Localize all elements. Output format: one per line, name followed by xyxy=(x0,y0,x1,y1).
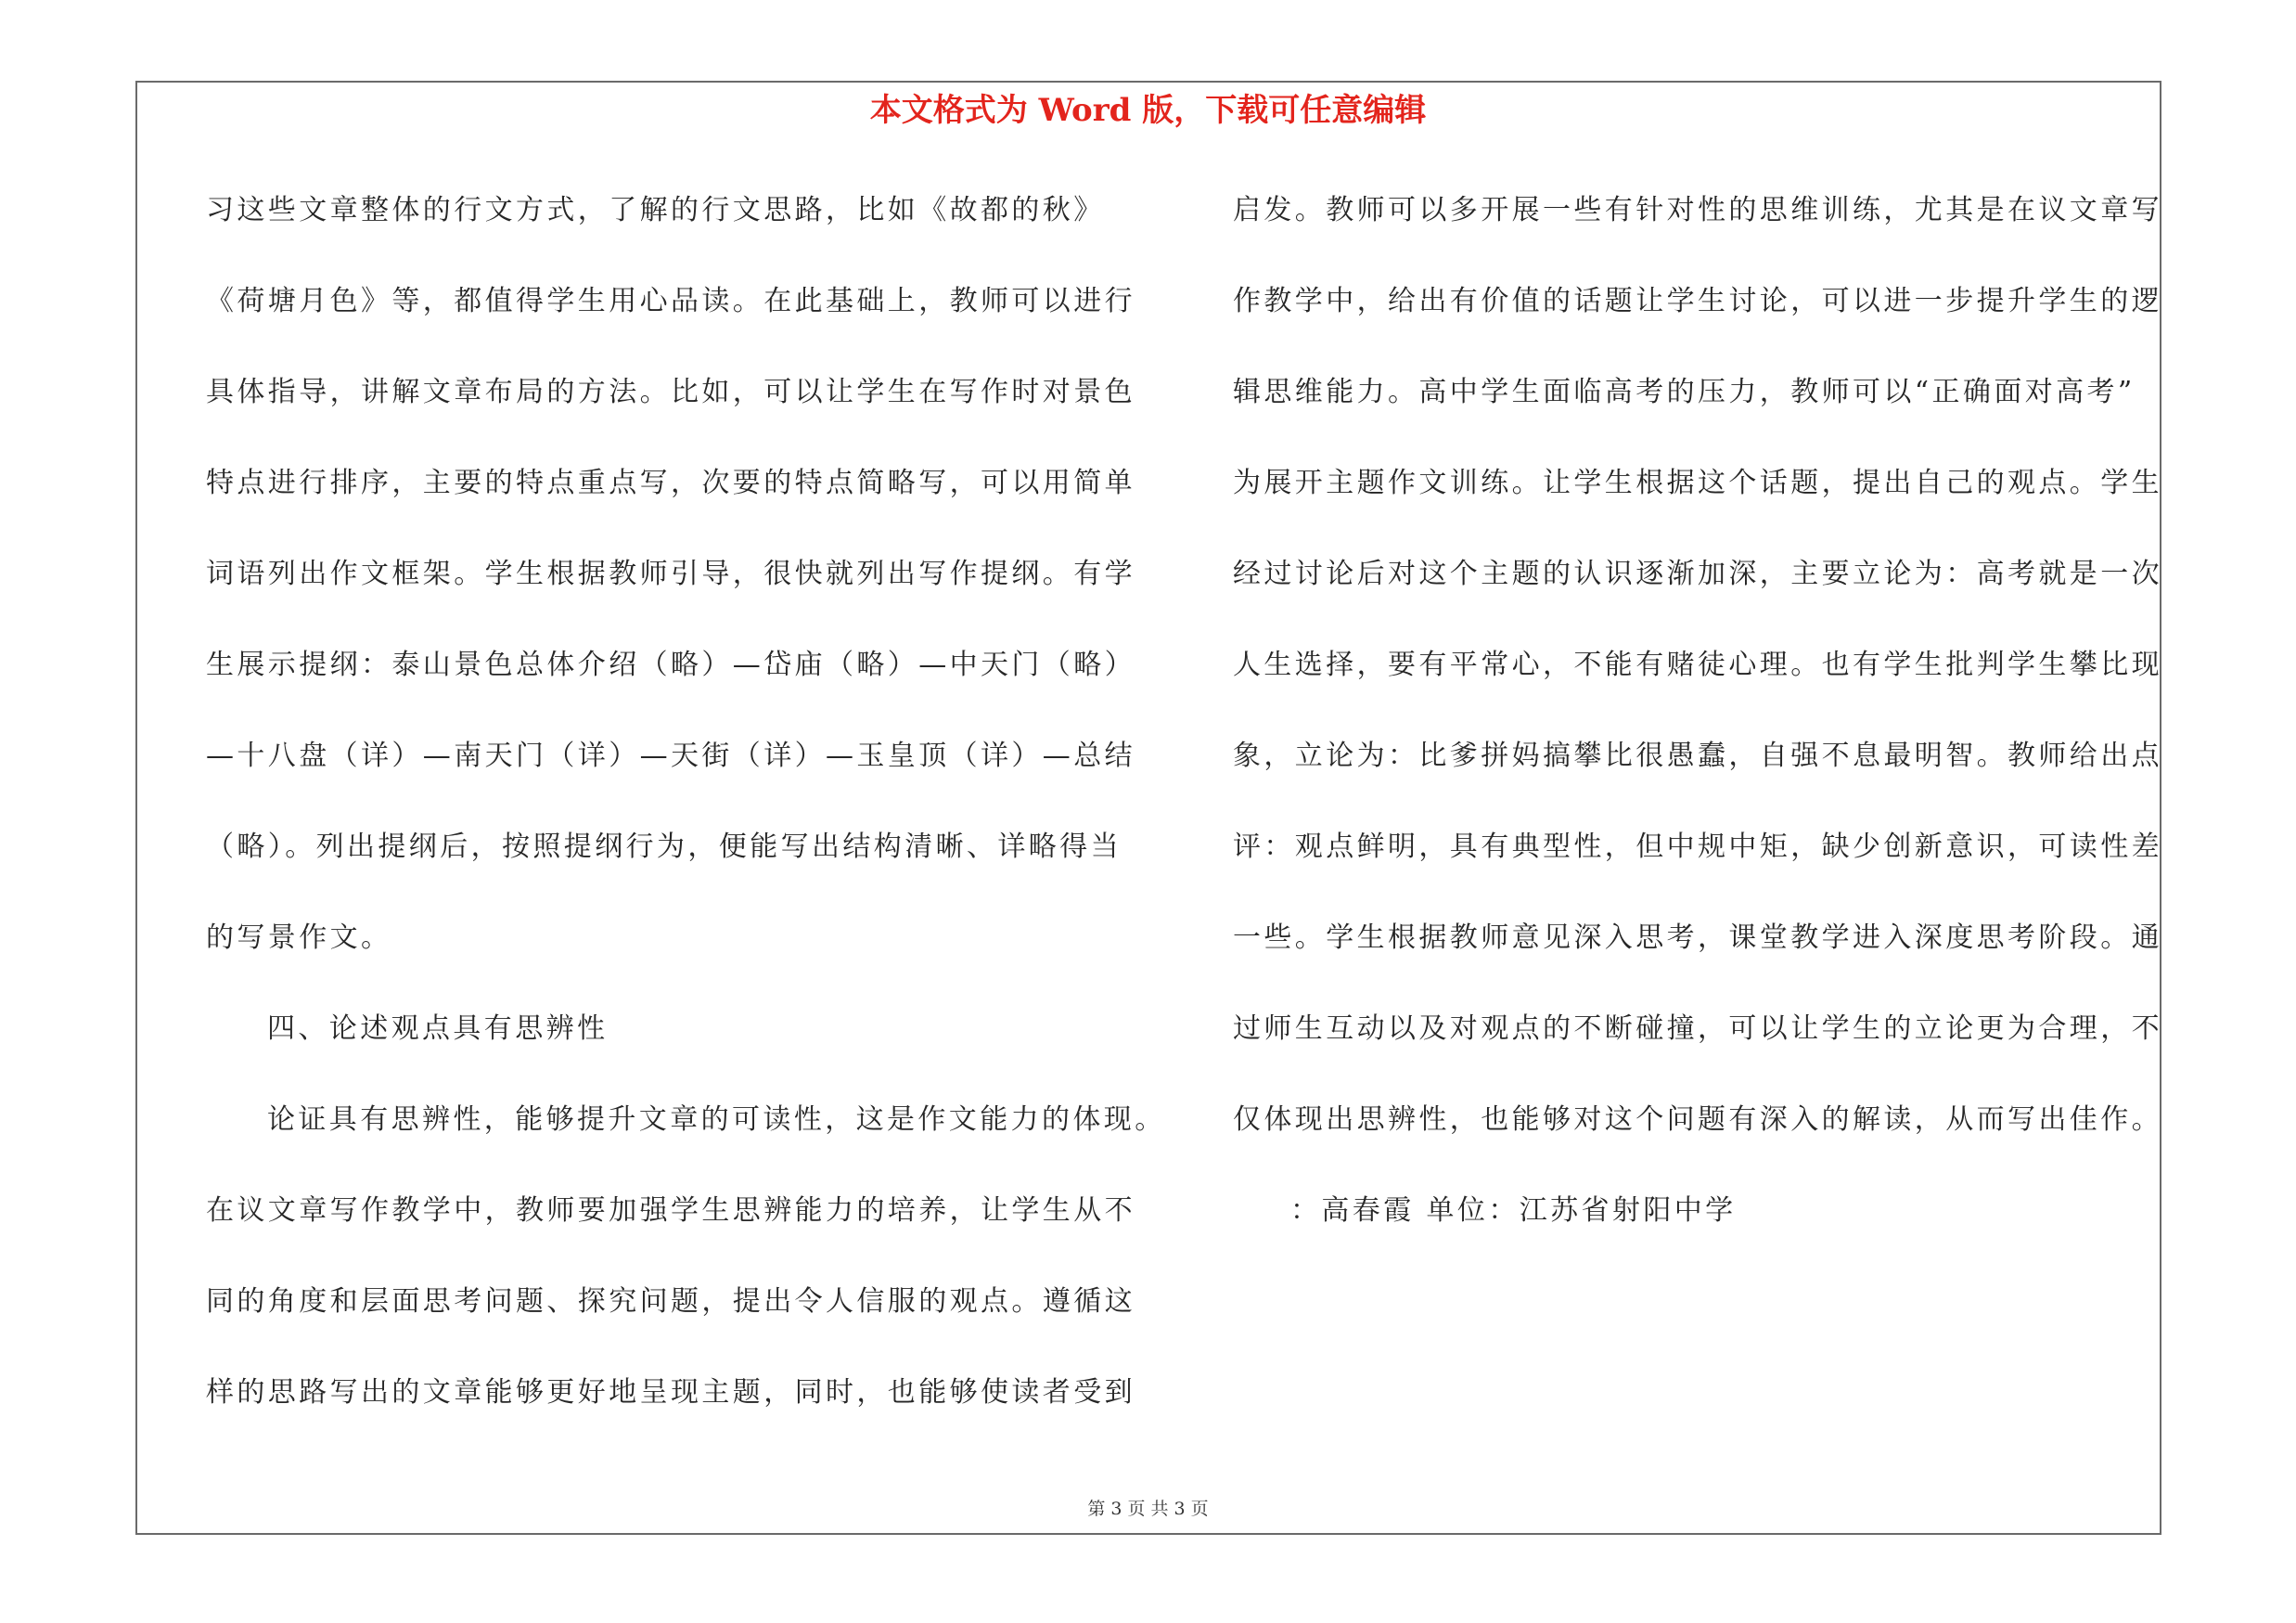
text-line: 《荷塘月色》等，都值得学生用心品读。在此基础上，教师可以进行 xyxy=(206,285,1135,317)
text-line: 的写景作文。 xyxy=(206,921,392,954)
text-line: 经过讨论后对这个主题的认识逐渐加深，主要立论为：高考就是一次 xyxy=(1233,558,2162,590)
section-heading: 四、论述观点具有思辨性 xyxy=(267,1012,609,1045)
text-line: 生展示提纲：泰山景色总体介绍（略）—岱庙（略）—中天门（略） xyxy=(206,649,1135,681)
text-line: 同的角度和层面思考问题、探究问题，提出令人信服的观点。遵循这 xyxy=(206,1285,1135,1318)
text-line: 仅体现出思辨性，也能够对这个问题有深入的解读，从而写出佳作。 xyxy=(1233,1103,2162,1136)
text-line: 象，立论为：比爹拼妈搞攀比很愚蠢，自强不息最明智。教师给出点 xyxy=(1233,740,2162,772)
text-line: 具体指导，讲解文章布局的方法。比如，可以让学生在写作时对景色 xyxy=(206,376,1135,408)
format-notice-header: 本文格式为 Word 版，下载可任意编辑 xyxy=(869,92,1427,129)
text-line: （略）。列出提纲后，按照提纲行为，便能写出结构清晰、详略得当 xyxy=(206,831,1122,863)
page-number-footer: 第 3 页 共 3 页 xyxy=(1087,1499,1209,1519)
text-line: 一些。学生根据教师意见深入思考，课堂教学进入深度思考阶段。通 xyxy=(1233,921,2162,954)
text-line: 启发。教师可以多开展一些有针对性的思维训练，尤其是在议文章写 xyxy=(1233,194,2162,226)
text-line: 辑思维能力。高中学生面临高考的压力，教师可以“正确面对高考” xyxy=(1233,376,2136,408)
text-line: 样的思路写出的文章能够更好地呈现主题，同时，也能够使读者受到 xyxy=(206,1376,1135,1409)
text-line: 习这些文章整体的行文方式，了解的行文思路，比如《故都的秋》 xyxy=(206,194,1105,226)
text-line: 词语列出作文框架。学生根据教师引导，很快就列出写作提纲。有学 xyxy=(206,558,1135,590)
text-line: 过师生互动以及对观点的不断碰撞，可以让学生的立论更为合理，不 xyxy=(1233,1012,2162,1045)
left-text-column xyxy=(206,165,1166,1438)
text-line: 在议文章写作教学中，教师要加强学生思辨能力的培养，让学生从不 xyxy=(206,1194,1135,1227)
text-line: —十八盘（详）—南天门（详）—天街（详）—玉皇顶（详）—总结 xyxy=(206,740,1135,772)
text-line: 评：观点鲜明，具有典型性，但中规中矩，缺少创新意识，可读性差 xyxy=(1233,831,2162,863)
text-line: 特点进行排序，主要的特点重点写，次要的特点简略写，可以用简单 xyxy=(206,467,1135,499)
author-line: ：高春霞 单位：江苏省射阳中学 xyxy=(1290,1194,1737,1227)
text-line: 为展开主题作文训练。让学生根据这个话题，提出自己的观点。学生 xyxy=(1233,467,2162,499)
paragraph-first-line: 论证具有思辨性，能够提升文章的可读性，这是作文能力的体现。 xyxy=(267,1103,1166,1136)
text-line: 作教学中，给出有价值的话题让学生讨论，可以进一步提升学生的逻 xyxy=(1233,285,2162,317)
right-text-column xyxy=(1233,165,2161,1256)
text-line: 人生选择，要有平常心，不能有赌徒心理。也有学生批判学生攀比现 xyxy=(1233,649,2162,681)
